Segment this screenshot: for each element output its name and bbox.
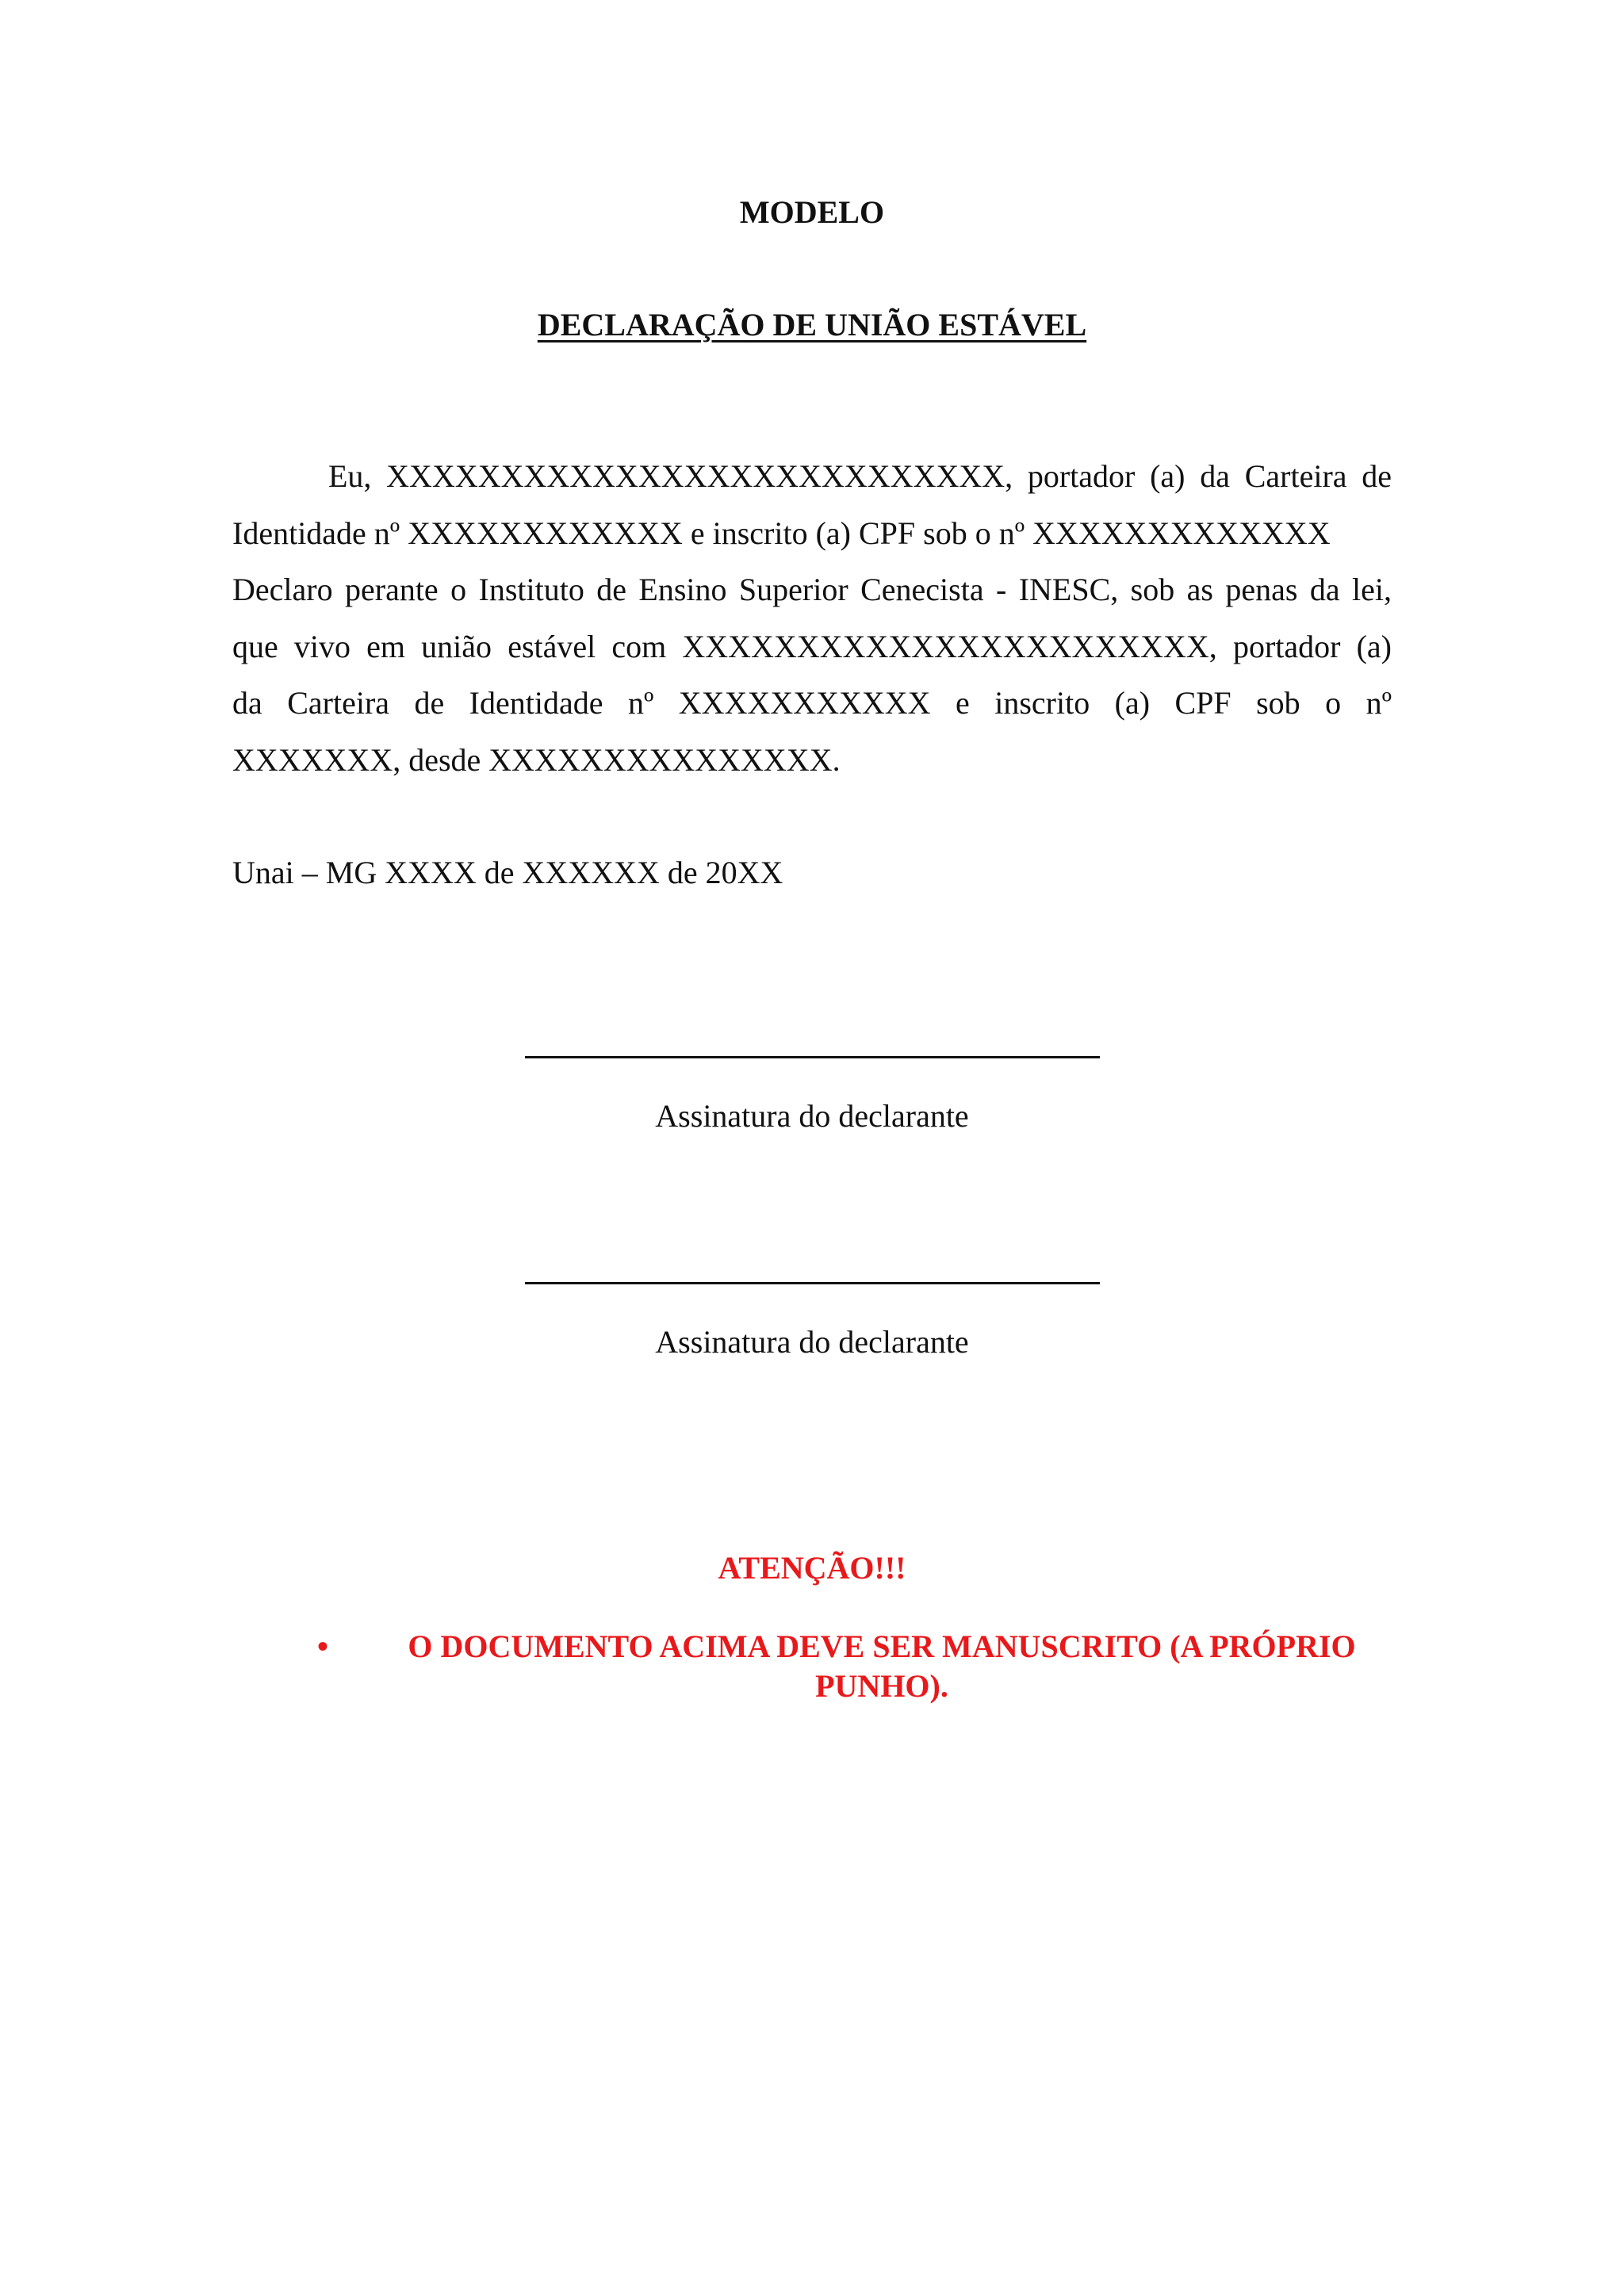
paragraph-line: Identidade nº XXXXXXXXXXXX e inscrito (a) CPF sob o nº XXXXXXXXXXXXX [232,515,1331,551]
signature-line [525,1282,1100,1284]
document-subtitle-text: DECLARAÇÃO DE UNIÃO ESTÁVEL [537,307,1087,342]
attention-heading: ATENÇÃO!!! [718,1550,906,1586]
signature-label: Assinatura do declarante [655,1098,969,1134]
bullet-icon: • [317,1628,329,1664]
declaration-paragraph [232,448,1392,788]
signature-label: Assinatura do declarante [655,1324,969,1360]
document-subtitle [0,306,1624,344]
paragraph-line: XXXXXXX, desde XXXXXXXXXXXXXXX. [232,741,841,778]
paragraph-line: Declaro perante o Instituto de Ensino Superior Cenecista - INESC, sob as penas da lei, [232,572,1392,607]
paragraph-line: da Carteira de Identidade nº XXXXXXXXXXX e inscrito (a) CPF sob o nº [232,685,1392,721]
attention-notice [317,1627,1396,1706]
signature-line [525,1056,1100,1058]
paragraph-line: que vivo em união estável com XXXXXXXXXXXXXXXXXXXXXXX, portador (a) [232,628,1392,664]
place-and-date: Unai – MG XXXX de XXXXXX de 20XX [232,855,783,890]
document-title: MODELO [739,194,885,230]
attention-notice-text: O DOCUMENTO ACIMA DEVE SER MANUSCRITO (A PRÓPRIO PUNHO). [408,1628,1356,1704]
paragraph-line: Eu, XXXXXXXXXXXXXXXXXXXXXXXXXXX, portador (a) da Carteira de [328,458,1392,494]
